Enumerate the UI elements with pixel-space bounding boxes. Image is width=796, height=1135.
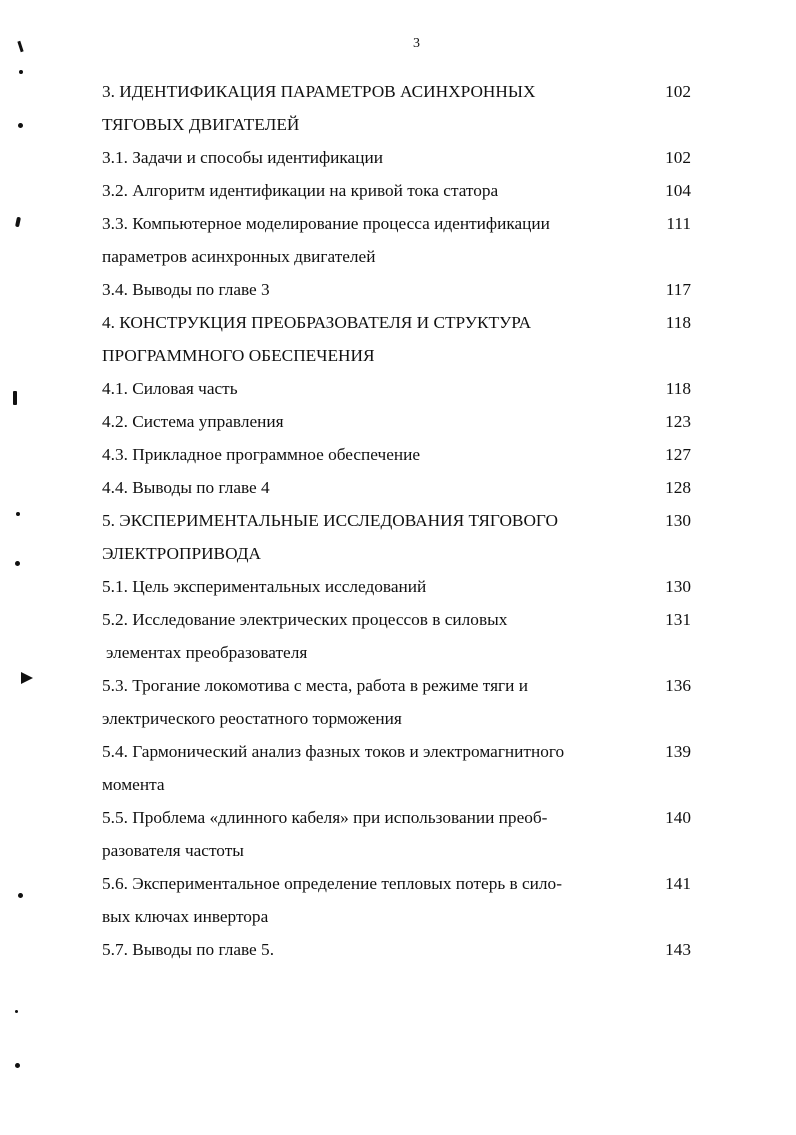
toc-title: 3. ИДЕНТИФИКАЦИЯ ПАРАМЕТРОВ АСИНХРОННЫХ <box>102 82 536 101</box>
toc-row <box>0 301 796 334</box>
toc-page: 104 <box>665 181 691 200</box>
toc-title: 3.2. Алгоритм идентификации на кривой тока статора <box>102 181 499 200</box>
toc-page: 102 <box>665 82 691 101</box>
scan-artifact <box>13 391 17 405</box>
toc-row <box>0 136 796 169</box>
toc-title: 4.1. Силовая часть <box>102 379 238 398</box>
toc-page: 102 <box>665 148 691 167</box>
scan-artifact <box>16 512 20 516</box>
toc-title: 4.3. Прикладное программное обеспечение <box>102 445 421 464</box>
toc-row <box>0 367 796 400</box>
toc-page: 139 <box>665 742 691 761</box>
toc-page: 131 <box>665 610 691 629</box>
toc-title: 5.7. Выводы по главе 5. <box>102 940 275 959</box>
toc-row <box>0 763 796 796</box>
toc-row <box>0 730 796 763</box>
toc-title: 5.1. Цель экспериментальных исследований <box>102 577 427 596</box>
toc-row <box>0 796 796 829</box>
toc-row <box>0 202 796 235</box>
toc-title: параметров асинхронных двигателей <box>102 247 376 266</box>
toc-page: 111 <box>666 214 691 233</box>
toc-row <box>0 433 796 466</box>
toc-title: 5.4. Гармонический анализ фазных токов и электромагнитного <box>102 742 565 761</box>
toc-title: момента <box>102 775 165 794</box>
toc-title: ПРОГРАММНОГО ОБЕСПЕЧЕНИЯ <box>102 346 375 365</box>
toc-page: 128 <box>665 478 691 497</box>
toc-page: 130 <box>665 577 691 596</box>
toc-row <box>0 334 796 367</box>
scan-artifact <box>15 1063 20 1068</box>
toc-title: 4. КОНСТРУКЦИЯ ПРЕОБРАЗОВАТЕЛЯ И СТРУКТУРА <box>102 313 532 332</box>
toc-row <box>0 70 796 103</box>
toc-row <box>0 598 796 631</box>
scan-artifact <box>17 41 23 52</box>
toc-title: элементах преобразователя <box>106 643 308 662</box>
toc-row <box>0 268 796 301</box>
toc-page: 143 <box>665 940 691 959</box>
toc-page: 123 <box>665 412 691 431</box>
toc-page: 127 <box>665 445 691 464</box>
toc-row <box>0 235 796 268</box>
toc-title: электрического реостатного торможения <box>102 709 402 728</box>
toc-row <box>0 565 796 598</box>
toc-title: 4.4. Выводы по главе 4 <box>102 478 270 497</box>
table-of-contents <box>0 70 796 961</box>
toc-page: 117 <box>665 280 691 299</box>
scan-artifact <box>18 123 23 128</box>
toc-title: 4.2. Система управления <box>102 412 284 431</box>
toc-page: 118 <box>665 379 691 398</box>
toc-title: 3.1. Задачи и способы идентификации <box>102 148 383 167</box>
toc-page: 118 <box>665 313 691 332</box>
toc-title: 5.5. Проблема «длинного кабеля» при использовании преоб- <box>102 808 548 827</box>
scan-artifact <box>18 893 23 898</box>
toc-title: разователя частоты <box>102 841 244 860</box>
toc-title: 3.4. Выводы по главе 3 <box>102 280 270 299</box>
toc-row <box>0 928 796 961</box>
toc-title: ЭЛЕКТРОПРИВОДА <box>102 544 261 563</box>
toc-row <box>0 532 796 565</box>
scan-artifact <box>15 1010 18 1013</box>
toc-row <box>0 862 796 895</box>
toc-row <box>0 103 796 136</box>
scan-artifact <box>19 70 23 74</box>
toc-row <box>0 169 796 202</box>
toc-title: вых ключах инвертора <box>102 907 269 926</box>
toc-page: 140 <box>665 808 691 827</box>
toc-title: 5.6. Экспериментальное определение тепловых потерь в сило- <box>102 874 562 893</box>
page-number: 3 <box>413 36 420 51</box>
toc-title: 5.3. Трогание локомотива с места, работа в режиме тяги и <box>102 676 528 695</box>
toc-row <box>0 664 796 697</box>
toc-row <box>0 466 796 499</box>
toc-title: 5. ЭКСПЕРИМЕНТАЛЬНЫЕ ИССЛЕДОВАНИЯ ТЯГОВОГО <box>102 511 558 530</box>
toc-page: 130 <box>665 511 691 530</box>
toc-page: 141 <box>665 874 691 893</box>
toc-title: 3.3. Компьютерное моделирование процесса идентификации <box>102 214 550 233</box>
toc-row <box>0 631 796 664</box>
toc-row <box>0 697 796 730</box>
toc-title: ТЯГОВЫХ ДВИГАТЕЛЕЙ <box>102 115 300 134</box>
toc-page: 136 <box>665 676 691 695</box>
toc-row <box>0 400 796 433</box>
toc-row <box>0 499 796 532</box>
scan-artifact <box>15 561 20 566</box>
toc-row <box>0 829 796 862</box>
toc-title: 5.2. Исследование электрических процессов в силовых <box>102 610 508 629</box>
toc-row <box>0 895 796 928</box>
